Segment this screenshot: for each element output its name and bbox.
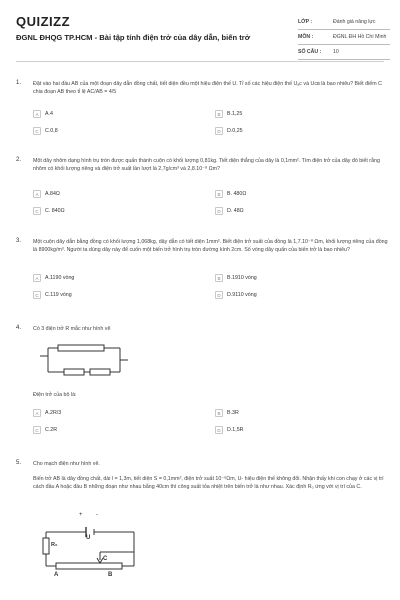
option-d[interactable] bbox=[215, 127, 243, 135]
option-letter: C bbox=[33, 207, 41, 215]
option-c[interactable] bbox=[33, 426, 57, 434]
option-letter: D bbox=[215, 127, 223, 135]
option-b[interactable] bbox=[215, 110, 242, 118]
worksheet-meta bbox=[298, 15, 390, 60]
question-body: Biến trở AB là dây đồng chất, dài l = 1,3m, tiết diện S = 0,1mm², điện trở suất 10⁻⁶Ωm, U- hiệu điện thế không đổi. Nhận thấy khi con chạy ở các vị trí cách đầu A hoặc đầu B những đoạn như nhau bằng 40cm thì công suất tỏa nhiệt trên biến trở là như nhau. Xác định R₀ ứng với vị trí của C. bbox=[33, 476, 384, 490]
option-text: D.1,5R bbox=[227, 427, 244, 433]
option-b[interactable] bbox=[215, 409, 239, 417]
figure-label-c: C bbox=[103, 556, 108, 562]
option-letter: A bbox=[33, 110, 41, 118]
option-b[interactable] bbox=[215, 190, 246, 198]
question-3 bbox=[16, 238, 388, 318]
option-letter: D bbox=[215, 426, 223, 434]
option-letter: D bbox=[215, 207, 223, 215]
option-a[interactable] bbox=[33, 409, 61, 417]
option-letter: C bbox=[33, 291, 41, 299]
question-number: 5. bbox=[16, 460, 22, 466]
meta-row-class bbox=[298, 15, 390, 30]
resistor-circuit-figure bbox=[38, 342, 130, 382]
meta-row-count bbox=[298, 45, 390, 60]
option-letter: A bbox=[33, 190, 41, 198]
question-subtext: Điện trở của bộ là: bbox=[33, 392, 77, 398]
question-text: Một dây nhôm dạng hình trụ tròn được quấn thành cuộn có khối lượng 0,81kg. Tiết diện thẳng của dây là 0,1mm². Tìm điện trở của dây đó biết rằng nhôm có khối lượng riêng và điện trở suất lần lượt là 2,7g/cm³ và 2,8.10⁻⁸ Ωm? bbox=[33, 158, 380, 172]
question-number: 1. bbox=[16, 80, 22, 86]
option-a[interactable] bbox=[33, 274, 74, 282]
figure-label-b: B bbox=[108, 572, 113, 578]
meta-value: 10 bbox=[333, 49, 339, 55]
figure-label-r0: R₀ bbox=[51, 542, 58, 548]
option-letter: B bbox=[215, 274, 223, 282]
option-text: B.3R bbox=[227, 410, 239, 416]
option-text: B.1910 vòng bbox=[227, 275, 257, 281]
option-text: B.1,25 bbox=[227, 111, 243, 117]
option-text: D.9110 vòng bbox=[227, 292, 257, 298]
worksheet-title: ĐGNL ĐHQG TP.HCM - Bài tập tính điện trở của dây dẫn, biến trở bbox=[16, 33, 251, 42]
question-text: Đặt vào hai đầu AB của một đoạn dây dẫn đồng chất, tiết diện đều một hiệu điện thế U. Tỉ số các hiệu điện thế Uₐc và Ucв là bao nhiêu? Biết điểm C chia đoạn AB theo tỉ lệ AC/AB = 4/5 bbox=[33, 81, 382, 95]
question-5 bbox=[16, 460, 388, 600]
option-text: C.0,8 bbox=[45, 128, 58, 134]
option-text: C.2R bbox=[45, 427, 58, 433]
option-c[interactable] bbox=[33, 291, 72, 299]
question-number: 4. bbox=[16, 325, 22, 331]
option-b[interactable] bbox=[215, 274, 257, 282]
question-2 bbox=[16, 157, 388, 227]
option-text: C.119 vòng bbox=[45, 292, 72, 298]
option-text: C. 840Ω bbox=[45, 208, 65, 214]
option-letter: A bbox=[33, 409, 41, 417]
question-1 bbox=[16, 80, 388, 150]
option-text: D.0,25 bbox=[227, 128, 243, 134]
question-number: 2. bbox=[16, 157, 22, 163]
option-letter: B bbox=[215, 409, 223, 417]
option-d[interactable] bbox=[215, 426, 244, 434]
option-letter: C bbox=[33, 426, 41, 434]
question-text: Có 3 điện trở R mắc như hình vẽ bbox=[33, 326, 111, 332]
option-d[interactable] bbox=[215, 207, 244, 215]
option-letter: C bbox=[33, 127, 41, 135]
quizizz-logo: QUIZIZZ bbox=[16, 14, 71, 29]
figure-label-a: A bbox=[54, 572, 59, 578]
option-c[interactable] bbox=[33, 127, 58, 135]
figure-label-u: U bbox=[86, 535, 91, 541]
option-text: A.2R/3 bbox=[45, 410, 62, 416]
option-letter: B bbox=[215, 190, 223, 198]
figure-label-minus: - bbox=[96, 512, 98, 518]
meta-value: Đánh giá năng lực bbox=[333, 19, 376, 25]
question-text: Một cuộn dây dẫn bằng đồng có khối lượng 1,068kg, dây dẫn có tiết diện 1mm². Biết điện trở suất của đồng là 1,7.10⁻⁸ Ωm, khối lượng riêng của đồng là 8900kg/m³. Người ta dùng dây này để cuốn một biến trở hình trụ tròn đường kính 2cm. Số vòng dây quấn của biến trở là bao nhiêu? bbox=[33, 239, 388, 253]
meta-value: ĐGNL ĐH Hồ Chí Minh bbox=[333, 34, 387, 40]
option-a[interactable] bbox=[33, 190, 60, 198]
option-d[interactable] bbox=[215, 291, 257, 299]
option-text: A.4 bbox=[45, 111, 53, 117]
question-text: Cho mạch điện như hình vẽ. bbox=[33, 461, 100, 467]
option-letter: A bbox=[33, 274, 41, 282]
option-c[interactable] bbox=[33, 207, 65, 215]
meta-label: MÔN : bbox=[298, 34, 314, 40]
figure-label-plus: + bbox=[79, 512, 83, 518]
option-a[interactable] bbox=[33, 110, 53, 118]
option-text: A.84Ω bbox=[45, 191, 60, 197]
meta-label: LỚP : bbox=[298, 19, 313, 25]
meta-label: SỐ CÂU : bbox=[298, 49, 322, 55]
header-divider bbox=[16, 61, 384, 62]
meta-row-subject bbox=[298, 30, 390, 45]
option-text: D. 48Ω bbox=[227, 208, 244, 214]
option-letter: D bbox=[215, 291, 223, 299]
option-text: A.1190 vòng bbox=[45, 275, 75, 281]
question-number: 3. bbox=[16, 238, 22, 244]
option-text: B. 480Ω bbox=[227, 191, 247, 197]
question-4 bbox=[16, 325, 388, 445]
option-letter: B bbox=[215, 110, 223, 118]
